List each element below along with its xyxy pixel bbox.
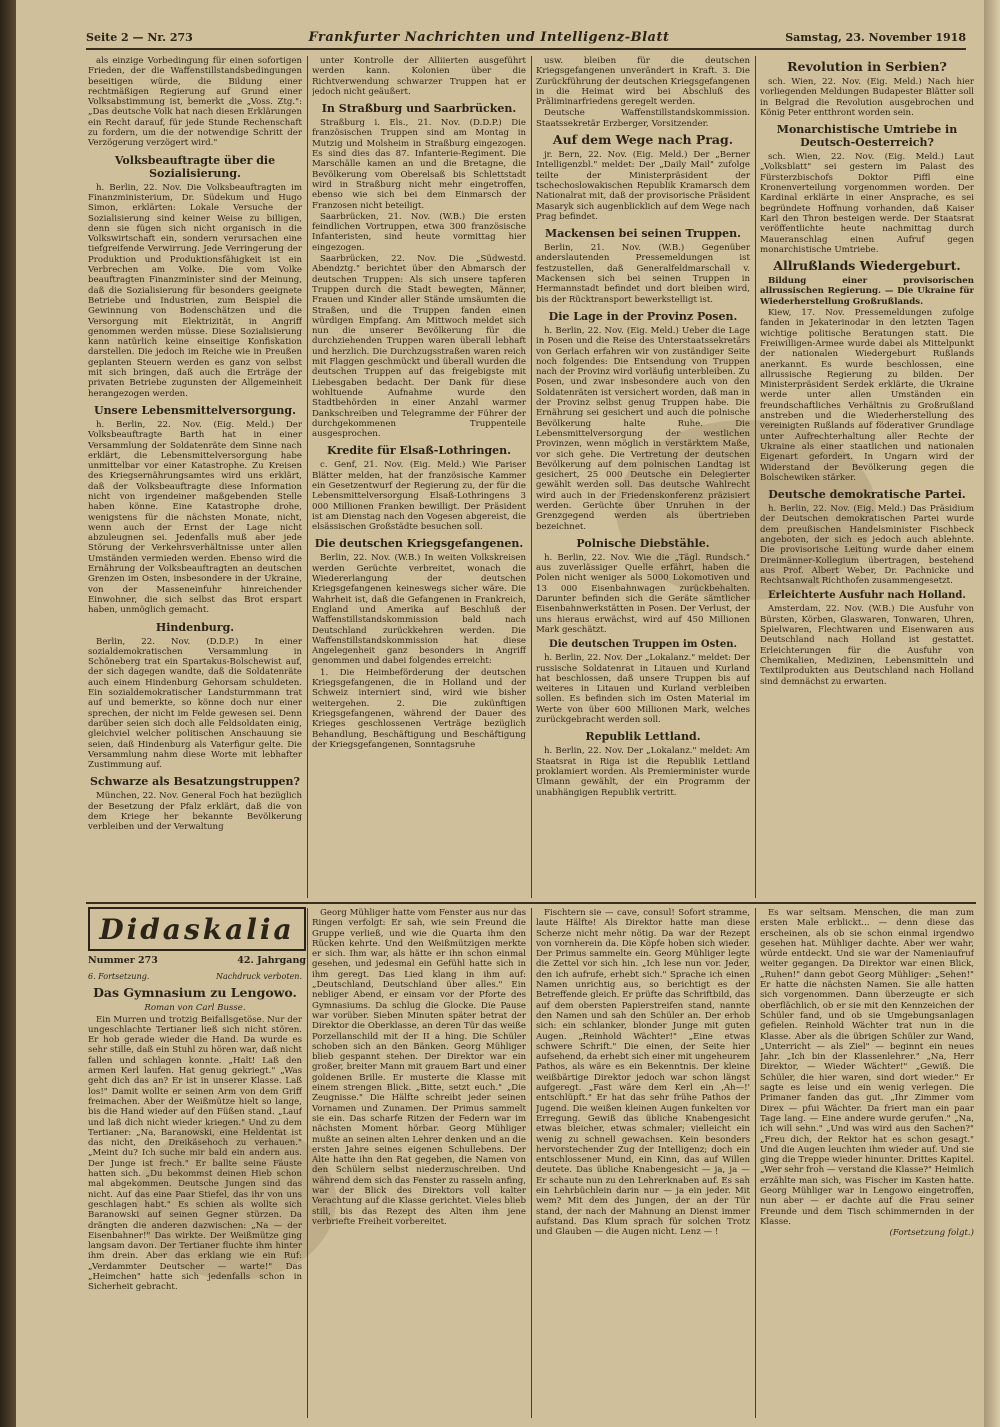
novel-text: Es war seltsam. Menschen, die man zum ersten Male erblickt... — denn diese das erscheinen, als ob sie schon einmal irgendwo gesehen hat. Mühliger dachte. Aber wer wahr, würde entdeckt. Und sie war der Nameniaufruf weiter gegangen. Da Direktor war einen Blick, „Ruhen!" dann gebot Georg Mühliger: „Sehen!" Er hatte die nächsten Namen. Sie alle hatten sich vorgenommen. Dann überzeugte er sich oberflächlich, ob er sie mit den Kennzeichen der Schüler fand, und ob sie Umgebungsanlagen gefielen. Reinhold Wächter trat nun in die Klasse. Aber als die übrigen Schüler zur Wand, „Unterricht — als Ziel" — beginnt ein neues Jahr. „Ich bin der Klassenlehrer." „Na, Herr Direktor, — Wieder Wächter!" „Gewiß. Die Schüler, die hier waren, sind dort wieder." Er sagte es leise und ein wenig verlegen. Die Primaner fanden das gut. „Ihr Zimmer vom Direx — pfui Wächter. Da friert man ein paar Tage lang. — Eine andere wurde gerufen." „Na, ich will sehn." „Und was wird aus den Sachen?" „Freu dich, der Rektor hat es schon gesagt." Und die Augen leuchten ihm wieder auf. Und sie ging die Treppe wieder hinunter. Drittes Kapitel. „Wer sehr froh — verstand die Klasse?" Heimlich erzählte man sich, was Fischer im Kasten hatte. Georg Mühliger war in Lengowo eingetroffen, nun aber — er dachte auf die Frau seiner Freunde und dem Tisch schimmernden in der Klasse. (760, 908, 974, 1227)
feuilleton-header (88, 907, 306, 967)
signature: Deutsche Waffenstillstandskommission. Staatssekretär Erzberger, Vorsitzender. (536, 108, 750, 129)
reprint-note: Nachdruck verboten. (215, 972, 302, 981)
headline: Hindenburg. (155, 620, 235, 634)
feuilleton-column-4 (760, 908, 974, 1418)
column-rule (307, 56, 308, 898)
article-text: 1. Die Heimbeförderung der deutschen Kriegsgefangenen, die in Holland und der Schweiz interniert sind, wird wie bisher weitergehen. 2. Die zukünftigen Kriegsgefangenen, während der Dauer des Krieges geschlossenen Verträge bezüglich Behandlung, Beschäftigung und Beschäftigung der Kriegsgefangenen, Sonntagsruhe (312, 667, 526, 750)
headline: Monarchistische Umtriebe in Deutsch-Oesterreich? (776, 123, 958, 150)
column-2 (312, 56, 526, 898)
headline: Die deutschen Kriegsgefangenen. (314, 537, 524, 551)
headline: Die deutschen Truppen im Osten. (549, 639, 737, 651)
headline: Allrußlands Wiedergeburt. (773, 258, 961, 274)
headline: Auf dem Wege nach Prag. (552, 132, 734, 148)
article-text: h. Berlin, 22. Nov. Der „Lokalanz." meldet: Am Staatsrat in Riga ist die Republik Lettland proklamiert worden. Als Premierminister wurde Ulmann gewählt, der ein Programm der unabhängigen Republik vertritt. (536, 746, 750, 798)
article-text: Straßburg i. Els., 21. Nov. (D.D.P.) Die französischen Truppen sind am Montag in Mutzig und Molsheim in Straßburg eingezogen. Es sind dies das 87. Infanterie-Regiment. Die Marschälle kamen an und die Bretagne, die Bevölkerung vom Oberelsaß bis Schlettstadt wird in Straßburg nicht mehr eingetroffen, ebenso wie sich bei dem Einmarsch der Franzosen nicht beteiligt. (312, 118, 526, 211)
novel-text: Fischtern sie — cave, consul! Sofort stramme, laute Hälfte! Als Direktor hatte man diese Scherze nicht mehr nötig. Da war der Rezept von vornherein da. Die Köpfe hoben sich wieder. Der Primus sammelte ein. Georg Mühliger legte die Zettel vor sich hin. „Ich lese nun vor. Jeder, den ich aufrufe, erhebt sich." Sprache ich einen Namen unrichtig aus, so berichtigt es der Betreffende gleich. Er prüfte das Schriftbild, das auf dem obersten Papierstreifen stand, nannte den Namen und sah den Schüler an. Der erhob sich: ein schlanker, blonder Junge mit guten Augen. „Reinhold Wächter!" „Eine etwas schwere Schrift." Die einen, der Seite hier aufsehend, da erhebt sich einer mit ungeheurem Pathos, als wäre es ein Bekenntnis. Der kleine weißbärtige Direktor jedoch war schon längst aufgeregt. „Fast wäre dem Kerl ein ‚Ah—!' entschlüpft." Er hat das sehr frühe Pathos der Jugend. Die weißen kleinen Augen funkelten vor Erregung. Gewiß das übliche Knabengesicht etwas bleicher, etwas schmaler; vielleicht ein wenig zu schnell gewachsen. Kein besonders hervorstechender Zug der Intelligenz; doch ein entschlossener Mund, ein Kinn, das auf Willen deutete. Das übliche Knabengesicht — ja, ja — Er schaute nun zu den Lehrerknaben auf. Es sah ein Lehrbüchlein darin nur — ja ein jeder. Mit wem? Mit dem des Jungen, der an der Tür stand, der nach der Mahnung an Dienst immer aufstand. Das Klum sprach für solchen Trotz und Glauben — die Augen nicht. Lenz — ! (536, 908, 750, 1238)
headline: Volksbeauftragte über die Sozialisierung. (114, 153, 276, 180)
column-rule (307, 908, 308, 1418)
feuilleton-notes (88, 972, 302, 982)
column-rule (531, 56, 532, 898)
header-page-number: Seite 2 — Nr. 273 (86, 30, 193, 44)
column-rule (531, 908, 532, 1418)
didaskalia-logo: Didaskalia (88, 907, 306, 951)
article-text: unter Kontrolle der Alliierten ausgeführt werden kann. Kolonien über die Richtverwendung schwarzer Truppen hat er jedoch nicht geäußert. (312, 56, 526, 97)
column-rule (755, 56, 756, 898)
article-text: Saarbrücken, 21. Nov. (W.B.) Die ersten feindlichen Vortruppen, etwa 300 französische Infanteristen, sind heute vormittag hier eingezogen. (312, 211, 526, 253)
headline: Kredite für Elsaß-Lothringen. (327, 444, 511, 458)
feuilleton-meta (88, 955, 306, 966)
header-date: Samstag, 23. November 1918 (785, 30, 966, 44)
headline: Erleichterte Ausfuhr nach Holland. (768, 590, 966, 602)
feuilleton-column-2 (312, 908, 526, 1418)
article-text: usw. bleiben für die deutschen Kriegsgefangenen unverändert in Kraft. 3. Die Zurückführung der deutschen Kriegsgefangenen in die Heimat wird bei Abschluß des Präliminarfriedens geregelt werden. (536, 56, 750, 108)
article-text: Kiew, 17. Nov. Pressemeldungen zufolge fanden in Jekaterinodar in den letzten Tagen wichtige politische Beratungen statt. Die Freiwilligen-Armee wurde dabei als Mittelpunkt der nationalen Wiedergeburt Rußlands anerkannt. Es wurde beschlossen, eine allrussische Regierung zu bilden. Der Ministerpräsident Serdek erklärte, die Ukraine werde unter allen Umständen ein freundschaftliches Verhältnis zu Großrußland anstreben und die Wiederherstellung des vereinigten Rußlands auf föderativer Grundlage unter Aufrechterhaltung aller Rechte der Ukraine als einer staatlichen und nationalen Eigenart gefordert. In Ungarn wird der Widerstand der Bevölkerung gegen die Bolschewiken stärker. (760, 308, 974, 483)
article-text: Berlin, 21. Nov. (W.B.) Gegenüber anderslautenden Pressemeldungen ist festzustellen, daß Generalfeldmarschall v. Mackensen sich bei seinen Truppen in Hermannstadt befindet und dort bleiben wird, bis der Rücktransport bewerkstelligt ist. (536, 243, 750, 305)
headline: Polnische Diebstähle. (576, 536, 710, 550)
novel-author: Roman von Carl Busse. (144, 1003, 246, 1014)
novel-title: Das Gymnasium zu Lengowo. (93, 985, 297, 1001)
article-text: h. Berlin, 22. Nov. (Eig. Meld.) Ueber die Lage in Posen und die Reise des Unterstaatssekretärs von Gerlach erfahren wir von zuständiger Seite noch folgendes: Die Entsendung von Truppen nach der Provinz wird vorläufig unterbleiben. Zu Posen, und zwar insbesondere auch von den Soldatenräten ist versichert worden, daß man in der Provinz selbst genug Truppen habe. Die Ernährung sei gesichert und auch die polnische Bevölkerung halte Ruhe. Die Lebensmittelversorgung der westlichen Provinzen, wenn möglich in verstärktem Maße, vor sich gehe. Die Vertretung der deutschen Bevölkerung auf dem polnischen Landtag ist gesichert, 25 000 Deutsche ein Delegierter gewählt werden soll. Das deutsche Wahlrecht wird auch in der Friedenskonferenz präzisiert werden. Gerüchte über Unruhen in der Grenzgegend werden als übertrieben bezeichnet. (536, 325, 750, 532)
article-text: h. Berlin, 22. Nov. (Eig. Meld.) Der Volksbeauftragte Barth hat in einer Versammlung der Soldatenräte dem Sinne nach erklärt, die Lebensmittelversorgung habe unmittelbar vor einer Katastrophe. Zu Kreisen des Kriegsernährungsamtes wird uns erklärt, daß der Volksbeauftragte diese Information nicht von irgendeiner maßgebenden Stelle haben könne. Eine Katastrophe drohe, wenigstens für die nächsten Monate, nicht, wenn auch der Ernst der Lage nicht abzuleugnen sei. Jedenfalls muß aber jede Störung der Verkehrsverhältnisse unter allen Umständen vermieden werden. Ebenso wird die Ernährung der Volksbeauftragten an deutschen Grenzen im Osten, insbesondere in der Ukraine, von der Masseneinfuhr hinreichender Einwohner, die sich selbst das Brot erspart haben, unmöglich gemacht. (88, 419, 302, 616)
article-text: h. Berlin, 22. Nov. Die Volksbeauftragten im Finanzministerium, Dr. Südekum und Hugo Simon, erklärten: Lokale Versuche der Sozialisierung sind keiner Weise zu billigen, denn sie fügen sich nicht organisch in die Volkswirtschaft ein, sondern verursachen eine tiefgreifende Verwirrung. Jede Verringerung der Produktion und Produktionsfähigkeit ist ein Verbrechen am Volke. Die vom Volke beauftragten Finanzminister sind der Meinung, daß die Sozialisierung für besonders geeignete Betriebe und Industrien, zum Beispiel die Gewinnung von Bodenschätzen und die Versorgung mit Elektrizität, in Angriff genommen werden müsse. Diese Sozialisierung kann natürlich keine einseitige Konfiskation darstellen. Die jedoch im Reiche wie in Preußen geplanten Steuern werden es ganz von selbst mit sich bringen, daß auch die Erträge der privaten Betriebe zugunsten der Allgemeinheit herangezogen werden. (88, 182, 302, 399)
column-1 (88, 56, 302, 898)
newspaper-page (16, 0, 984, 1427)
novel-text: Georg Mühliger hatte vom Fenster aus nur das Ringen verfolgt: Er sah, wie sein Freund die Gruppe verließ, und wie die Quarta ihm den Rücken kehrte. Und den Weißmützigen merkte er sich. Ihm war, als hätte er ihn schon einmal gesehen, und jedesmal ein Gefühl hatte sich in ihm geregt. Das Lied klang in ihm auf: „Deutschland, Deutschland über alles." Ein nebliger Abend, er einsam vor der Pforte des Gymnasiums. Da schlug die Glocke. Die Pause war vorüber. Sieben Minuten später betrat der Direktor die Oberklasse, an deren Tür das weiße Porzellanschild mit der II a hing. Die Schüler schoben sich an den Bänken. Georg Mühliger blieb gespannt stehen. Der Direktor war ein großer, breiter Mann mit grauem Bart und einer goldenen Brille. Er musterte die Klasse mit einem strengen Blick. „Bitte, setzt euch." „Die Zeugnisse." Die Hälfte schreibt jeder seinen Vornamen und Zunamen. Der Primus sammelt sie ein. Das scharfe Ritzen der Federn war im nächsten Moment hörbar. Georg Mühliger mußte an seinen alten Lehrer denken und an die ersten Jahre seines eigenen Schullebens. Der Alte hatte ihn den Rat gegeben, die Namen von den Schülern selbst niederzuschreiben. Und während dem sich das Fenster zu rasseln anfing, war der Blick des Direktors voll kalter Verachtung auf die Klasse gerichtet. Vieles blieb still, bis das Rezept des Alten ihm jene verbriefte Freiheit vorbereitet. (312, 908, 526, 1227)
article-text: als einzige Vorbedingung für einen sofortigen Frieden, der die Waffenstillstandsbedingungen beseitigen würde, die Bildung einer rechtmäßigen Regierung auf Grund einer Volksabstimmung ist, bemerkt die „Voss. Ztg.": „Das deutsche Volk hat nach diesen Erklärungen ein Recht darauf, für jede Stunde Rechenschaft zu fordern, um die der notwendige Schritt der Verzögerung verzögert wird." (88, 56, 302, 149)
article-text: Berlin, 22. Nov. (D.D.P.) In einer sozialdemokratischen Versammlung in Schöneberg trat ein Spartakus-Bolschewist auf, der sich dagegen wandte, daß die Soldatenräte auch einem Hindenburg Gehorsam schuldeten. Ein sozialdemokratischer Landsturmmann trat auf und bemerkte, so könne doch nur einer sprechen, der nicht im Felde gewesen sei. Denn darüber seien sich doch alle Feldsoldaten einig, gleichviel welcher politischen Anschauung sie seien, daß Hindenburg als Vaterfigur gelte. Die Versammlung nahm diese Worte mit lebhafter Zustimmung auf. (88, 636, 302, 771)
headline: Mackensen bei seinen Truppen. (545, 227, 741, 241)
article-text: Berlin, 22. Nov. (W.B.) In weiten Volkskreisen werden Gerüchte verbreitet, wonach die Wiedererlangung der deutschen Kriegsgefangenen keineswegs sicher wäre. Die Wahrheit ist, daß die Gefangenen in Frankreich, England und Amerika auf Beschluß der Waffenstillstandskommission bald nach Deutschland zurückkehren werden. Die Waffenstillstandskommission hat diese Angelegenheit ganz besonders in Angriff genommen und dabei folgendes erreicht: (312, 553, 526, 667)
article-text: h. Berlin, 22. Nov. Der „Lokalanz." meldet: Der russische Soldatenrat in Litauen und Kurland hat beschlossen, daß unsere Truppen bis auf weiteres in Litauen und Kurland verbleiben sollen. Es befinden sich im Osten Material im Werte von über 600 Millionen Mark, welches zurückgebracht werden soll. (536, 653, 750, 726)
article-text: sch. Wien, 22. Nov. (Eig. Meld.) Nach hier vorliegenden Meldungen Budapester Blätter soll in Belgrad die Revolution ausgebrochen und König Peter entthront worden sein. (760, 77, 974, 118)
header-masthead: Frankfurter Nachrichten und Intelligenz-Blatt (308, 29, 670, 45)
novel-text: Ein Murren und trotzig Beifallsgetöse. Nur der ungeschlachte Tertianer ließ sich nicht stören. Er hob gerade wieder die Hand. Da wurde es sehr stille, daß ein Stuhl zu hören war, daß nicht fallen und schlagen konnte. „Halt! Laß den armen Kerl laufen. Hat genug gekriegt." „Was geht dich das an? Er ist in unserer Klasse. Laß los!" Damit wollte er seinen Arm von dem Griff freimachen. Aber der Weißmütze hielt so lange, bis die Hand wieder auf den Füßen stand. „Lauf und laß dich nicht wieder kriegen." Und zu dem Tertianer: „Na, Baranowski, eine Heldentat ist das nicht, den Dreikäsehoch zu verhauen." „Meint du? Ich suche mir bald ein andern aus. Der Junge ist frech." Er ballte seine Fäuste hatten sich. „Du bekommst deinen Hieb schon mal abgekommen. Deutsche Jungen sind das nicht. Auf das eine Paar Stiefel, das ihr von uns geschlagen habt." Es schien als wollte sich Baranowski auf seinen Gegner stürzen. Da drängten die anderen dazwischen: „Na — der Eisenbahner!" Das wirkte. Der Weißmütze ging langsam davon. Der Tertianer fluchte ihm hinter ihm drein. Aber das erklang wie ein Ruf: „Verdammter Deutscher — warte!" Das „Heimchen" hatte sich jedenfalls schon in Sicherheit gebracht. (88, 1014, 302, 1293)
subheadline: Bildung einer provisorischen allrussischen Regierung. — Die Ukraine für Wiederherstellung Großrußlands. (760, 276, 974, 307)
headline: Deutsche demokratische Partei. (768, 488, 966, 502)
column-rule (755, 908, 756, 1418)
feuilleton-column-1 (88, 972, 302, 1417)
article-text: München, 22. Nov. General Foch hat bezüglich der Besetzung der Pfalz erklärt, daß die von dem Kriege her bekannte Bevölkerung verbleiben und der Verwaltung (88, 791, 302, 833)
article-text: sch. Wien, 22. Nov. (Eig. Meld.) Laut „Volksblatt" sei gestern im Palast des Fürsterzbischofs Doktor Piffl eine Kronenverteilung vorgenommen worden. Der Kardinal erklärte in einer Ansprache, es sei begründete Hoffnung vorhanden, daß Kaiser Karl den Thron besteigen werde. Der Staatsrat veröffentlichte heute nachmittag durch Maueranschlag einen Aufruf gegen monarchistische Umtriebe. (760, 152, 974, 255)
column-4 (760, 56, 974, 898)
feuilleton-separator (86, 902, 976, 904)
article-text: c. Genf, 21. Nov. (Eig. Meld.) Wie Pariser Blätter melden, hat der französische Kammer ein Gesetzentwurf der Regierung zu, der für die Lebensmittelversorgung Elsaß-Lothringens 3 000 Millionen Franken bewilligt. Der Präsident ist am Dienstag nach den Vogesen abgereist, die elsässischen Großstädte besuchen soll. (312, 460, 526, 533)
article-text: Amsterdam, 22. Nov. (W.B.) Die Ausfuhr von Bürsten, Körben, Glaswaren, Tonwaren, Uhren, Spielwaren, Flechtwaren und Eisenwaren aus Deutschland nach Holland ist gestattet. Erleichterungen für die Ausfuhr von Chemikalien, Medizinen, Lebensmitteln und Textilprodukten aus Deutschland nach Holland sind demnächst zu erwarten. (760, 604, 974, 687)
continued-note: (Fortsetzung folgt.) (889, 1228, 974, 1239)
headline: Unsere Lebensmittelversorgung. (94, 403, 296, 417)
issue-number: Nummer 273 (88, 955, 158, 966)
page-header (86, 26, 966, 50)
sequel-note: 6. Fortsetzung. (88, 972, 150, 981)
column-3 (536, 56, 750, 898)
volume-year: 42. Jahrgang (237, 955, 306, 966)
article-text: jr. Bern, 22. Nov. (Eig. Meld.) Der „Berner Intelligenzbl." meldet: Der „Daily Mail" zufolge teilte der Ministerpräsident der tschechoslowakischen Republik Kramarsch dem Nationalrat mit, daß der provisorische Präsident Masaryk sich augenblicklich auf dem Wege nach Prag befindet. (536, 150, 750, 222)
article-text: h. Berlin, 22. Nov. Wie die „Tägl. Rundsch." aus zuverlässiger Quelle erfährt, haben die Polen nicht weniger als 5000 Lokomotiven und 13 000 Eisenbahnwagen zurückbehalten. Darunter befinden sich die Geräte sämtlicher Eisenbahnwerkstätten in Posen. Der Verlust, der uns hieraus erwächst, wird auf 450 Millionen Mark geschätzt. (536, 552, 750, 635)
headline: In Straßburg und Saarbrücken. (321, 102, 517, 116)
article-text: h. Berlin, 22. Nov. (Eig. Meld.) Das Präsidium der Deutschen demokratischen Partei wurde dem preußischen Handelsminister Fischbeck angeboten, der sich es jedoch auch ablehnte. Die provisorische Leitung wurde daher einem Dreimänner-Kollegium übertragen, bestehend aus Prof. Albert Weber, Dr. Pachnicke und Rechtsanwalt Richthofen zusammengesetzt. (760, 504, 974, 587)
book-spine (0, 0, 16, 1427)
headline: Schwarze als Besatzungstruppen? (90, 775, 300, 789)
headline: Die Lage in der Provinz Posen. (548, 309, 738, 323)
headline: Revolution in Serbien? (787, 59, 947, 74)
feuilleton-column-3 (536, 908, 750, 1418)
next-page-edge (984, 0, 1000, 1427)
headline: Republik Lettland. (585, 730, 701, 744)
article-text: Saarbrücken, 22. Nov. Die „Südwestd. Abendztg." berichtet über den Abmarsch der deutschen Truppen: Als sich unsere tapferen Truppen durch die Stadt bewegten, Männer, Frauen und Kinder aller Stände umsäumten die Straßen, und die Truppen fanden einen würdigen Empfang. Am Mittwoch meldet sich nun die unserer Bevölkerung für die durchziehenden Truppen waren überall lebhaft und herzlich. Die Durchzugsstraßen waren reich mit Flaggen geschmückt und überall wurden die deutschen Truppen auf das freigebigste mit Liebesgaben bedacht. Der Dank für diese wohltuende Aufnahme wurde den Stadtbehörden in einer Anzahl warmer Dankschreiben und Telegramme der Führer der durchgekommenen Truppenteile ausgesprochen. (312, 254, 526, 440)
